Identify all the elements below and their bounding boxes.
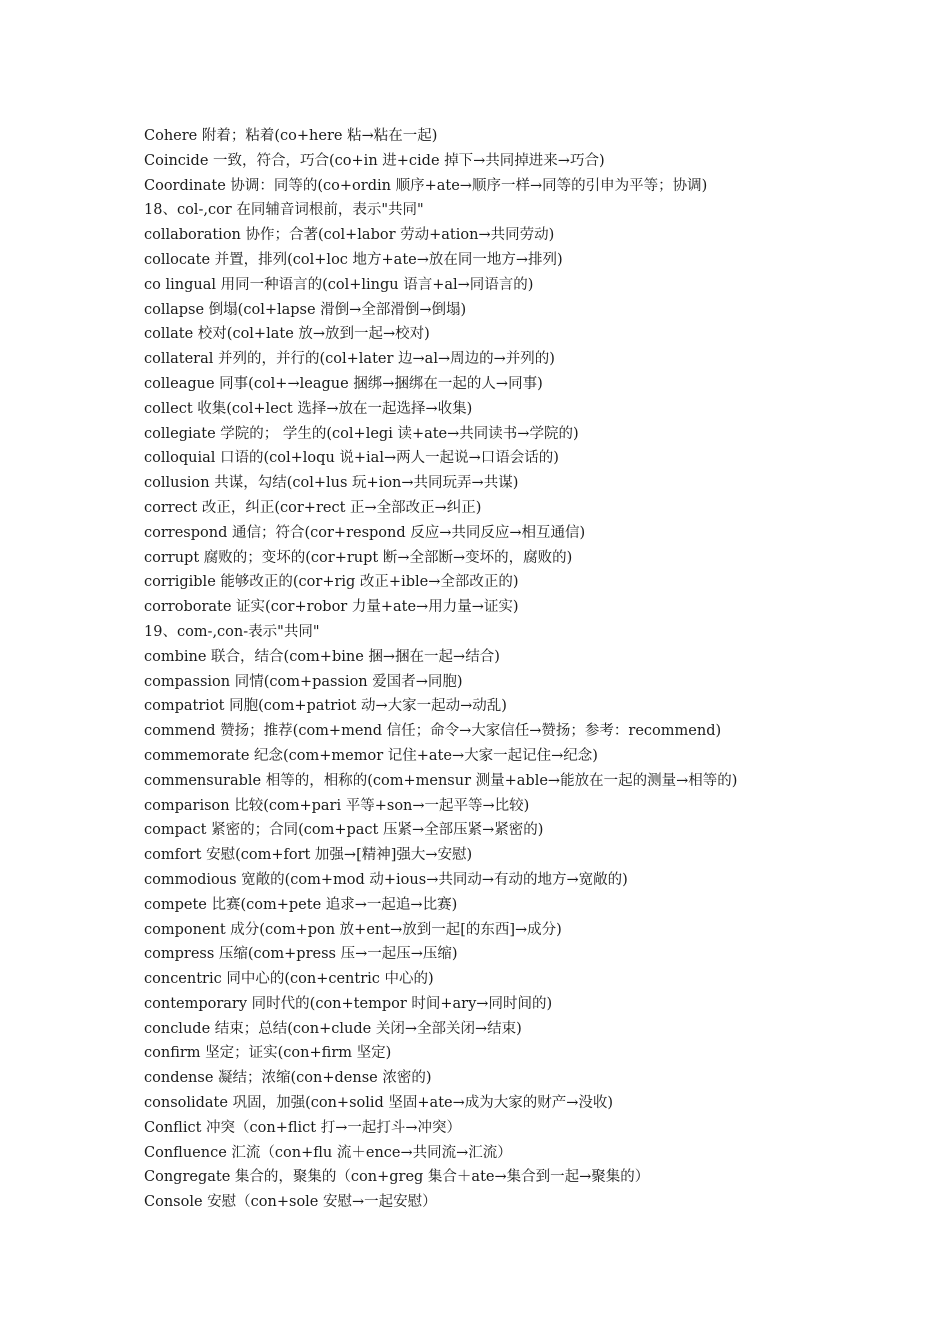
text-line: Coincide 一致，符合，巧合(co+in 进+cide 掉下→共同掉进来→巧合): [144, 152, 605, 169]
text-line: conclude 结束；总结(con+clude 关闭→全部关闭→结束): [144, 1020, 522, 1037]
text-line: collegiate 学院的； 学生的(col+legi 读+ate→共同读书→学院的): [144, 425, 579, 442]
text-line: Cohere 附着；粘着(co+here 粘→粘在一起): [144, 128, 438, 144]
text-line: collapse 倒塌(col+lapse 滑倒→全部滑倒→倒塌): [144, 301, 467, 318]
section-heading: 19、com-,con-表示"共同": [144, 623, 320, 640]
text-line: corrigible 能够改正的(cor+rig 改正+ible→全部改正的): [144, 574, 519, 591]
text-line: Console 安慰（con+sole 安慰→一起安慰）: [144, 1194, 437, 1211]
text-line: collusion 共谋，勾结(col+lus 玩+ion→共同玩弄→共谋): [144, 475, 519, 492]
text-line: compact 紧密的；合同(com+pact 压紧→全部压紧→紧密的): [144, 822, 544, 839]
text-line: compassion 同情(com+passion 爱国者→同胞): [144, 673, 463, 690]
text-line: collate 校对(col+late 放→放到一起→校对): [144, 326, 430, 343]
text-line: confirm 坚定；证实(con+firm 坚定): [144, 1045, 392, 1062]
text-line: collect 收集(col+lect 选择→放在一起选择→收集): [144, 400, 473, 417]
text-line: co lingual 用同一种语言的(col+lingu 语言+al→同语言的): [144, 276, 534, 293]
text-line: collocate 并置，排列(col+loc 地方+ate→放在同一地方→排列): [144, 251, 563, 268]
text-line: concentric 同中心的(con+centric 中心的): [144, 971, 434, 988]
text-line: commemorate 纪念(com+memor 记住+ate→大家一起记住→纪念): [144, 747, 598, 764]
text-line: commensurable 相等的，相称的(com+mensur 测量+able→能放在一起的测量→相等的): [144, 772, 738, 789]
section-heading: 18、col-,cor 在同辅音词根前，表示"共同": [144, 202, 424, 219]
text-line: correct 改正，纠正(cor+rect 正→全部改正→纠正): [144, 499, 482, 516]
text-line: combine 联合，结合(com+bine 捆→捆在一起→结合): [144, 648, 500, 665]
text-line: Conflict 冲突（con+flict 打→一起打斗→冲突）: [144, 1119, 462, 1136]
word-list: [144, 124, 844, 1215]
text-line: component 成分(com+pon 放+ent→放到一起[的东西]→成分): [144, 921, 562, 938]
text-line: compress 压缩(com+press 压→一起压→压缩): [144, 946, 458, 963]
text-line: commodious 宽敞的(com+mod 动+ious→共同动→有动的地方→宽敞的): [144, 871, 628, 888]
text-line: corrupt 腐败的；变坏的(cor+rupt 断→全部断→变坏的，腐败的): [144, 549, 573, 566]
text-line: contemporary 同时代的(con+tempor 时间+ary→同时间的): [144, 995, 553, 1012]
text-line: Coordinate 协调：同等的(co+ordin 顺序+ate→顺序一样→同等的引申为平等；协调): [144, 177, 708, 194]
text-line: compatriot 同胞(com+patriot 动→大家一起动→动乱): [144, 698, 507, 715]
text-line: commend 赞扬；推荐(com+mend 信任；命令→大家信任→赞扬；参考：recommend): [144, 723, 722, 740]
text-line: colloquial 口语的(col+loqu 说+ial→两人一起说→口语会话的): [144, 450, 559, 467]
text-line: colleague 同事(col+→league 捆绑→捆绑在一起的人→同事): [144, 375, 543, 392]
text-line: collaboration 协作；合著(col+labor 劳动+ation→共同劳动): [144, 227, 555, 244]
text-line: corroborate 证实(cor+robor 力量+ate→用力量→证实): [144, 599, 519, 616]
text-line: Congregate 集合的，聚集的（con+greg 集合＋ate→集合到一起→聚集的）: [144, 1169, 650, 1186]
text-line: collateral 并列的，并行的(col+later 边→al→周边的→并列的): [144, 351, 555, 368]
text-line: consolidate 巩固，加强(con+solid 坚固+ate→成为大家的财产→没收): [144, 1095, 614, 1112]
text-line: correspond 通信；符合(cor+respond 反应→共同反应→相互通信): [144, 524, 586, 541]
text-line: Confluence 汇流（con+flu 流＋ence→共同流→汇流）: [144, 1144, 512, 1161]
text-line: compete 比赛(com+pete 追求→一起追→比赛): [144, 896, 458, 913]
text-line: condense 凝结；浓缩(con+dense 浓密的): [144, 1070, 432, 1087]
text-line: comfort 安慰(com+fort 加强→[精神]强大→安慰): [144, 847, 473, 864]
text-line: comparison 比较(com+pari 平等+son→一起平等→比较): [144, 797, 530, 814]
